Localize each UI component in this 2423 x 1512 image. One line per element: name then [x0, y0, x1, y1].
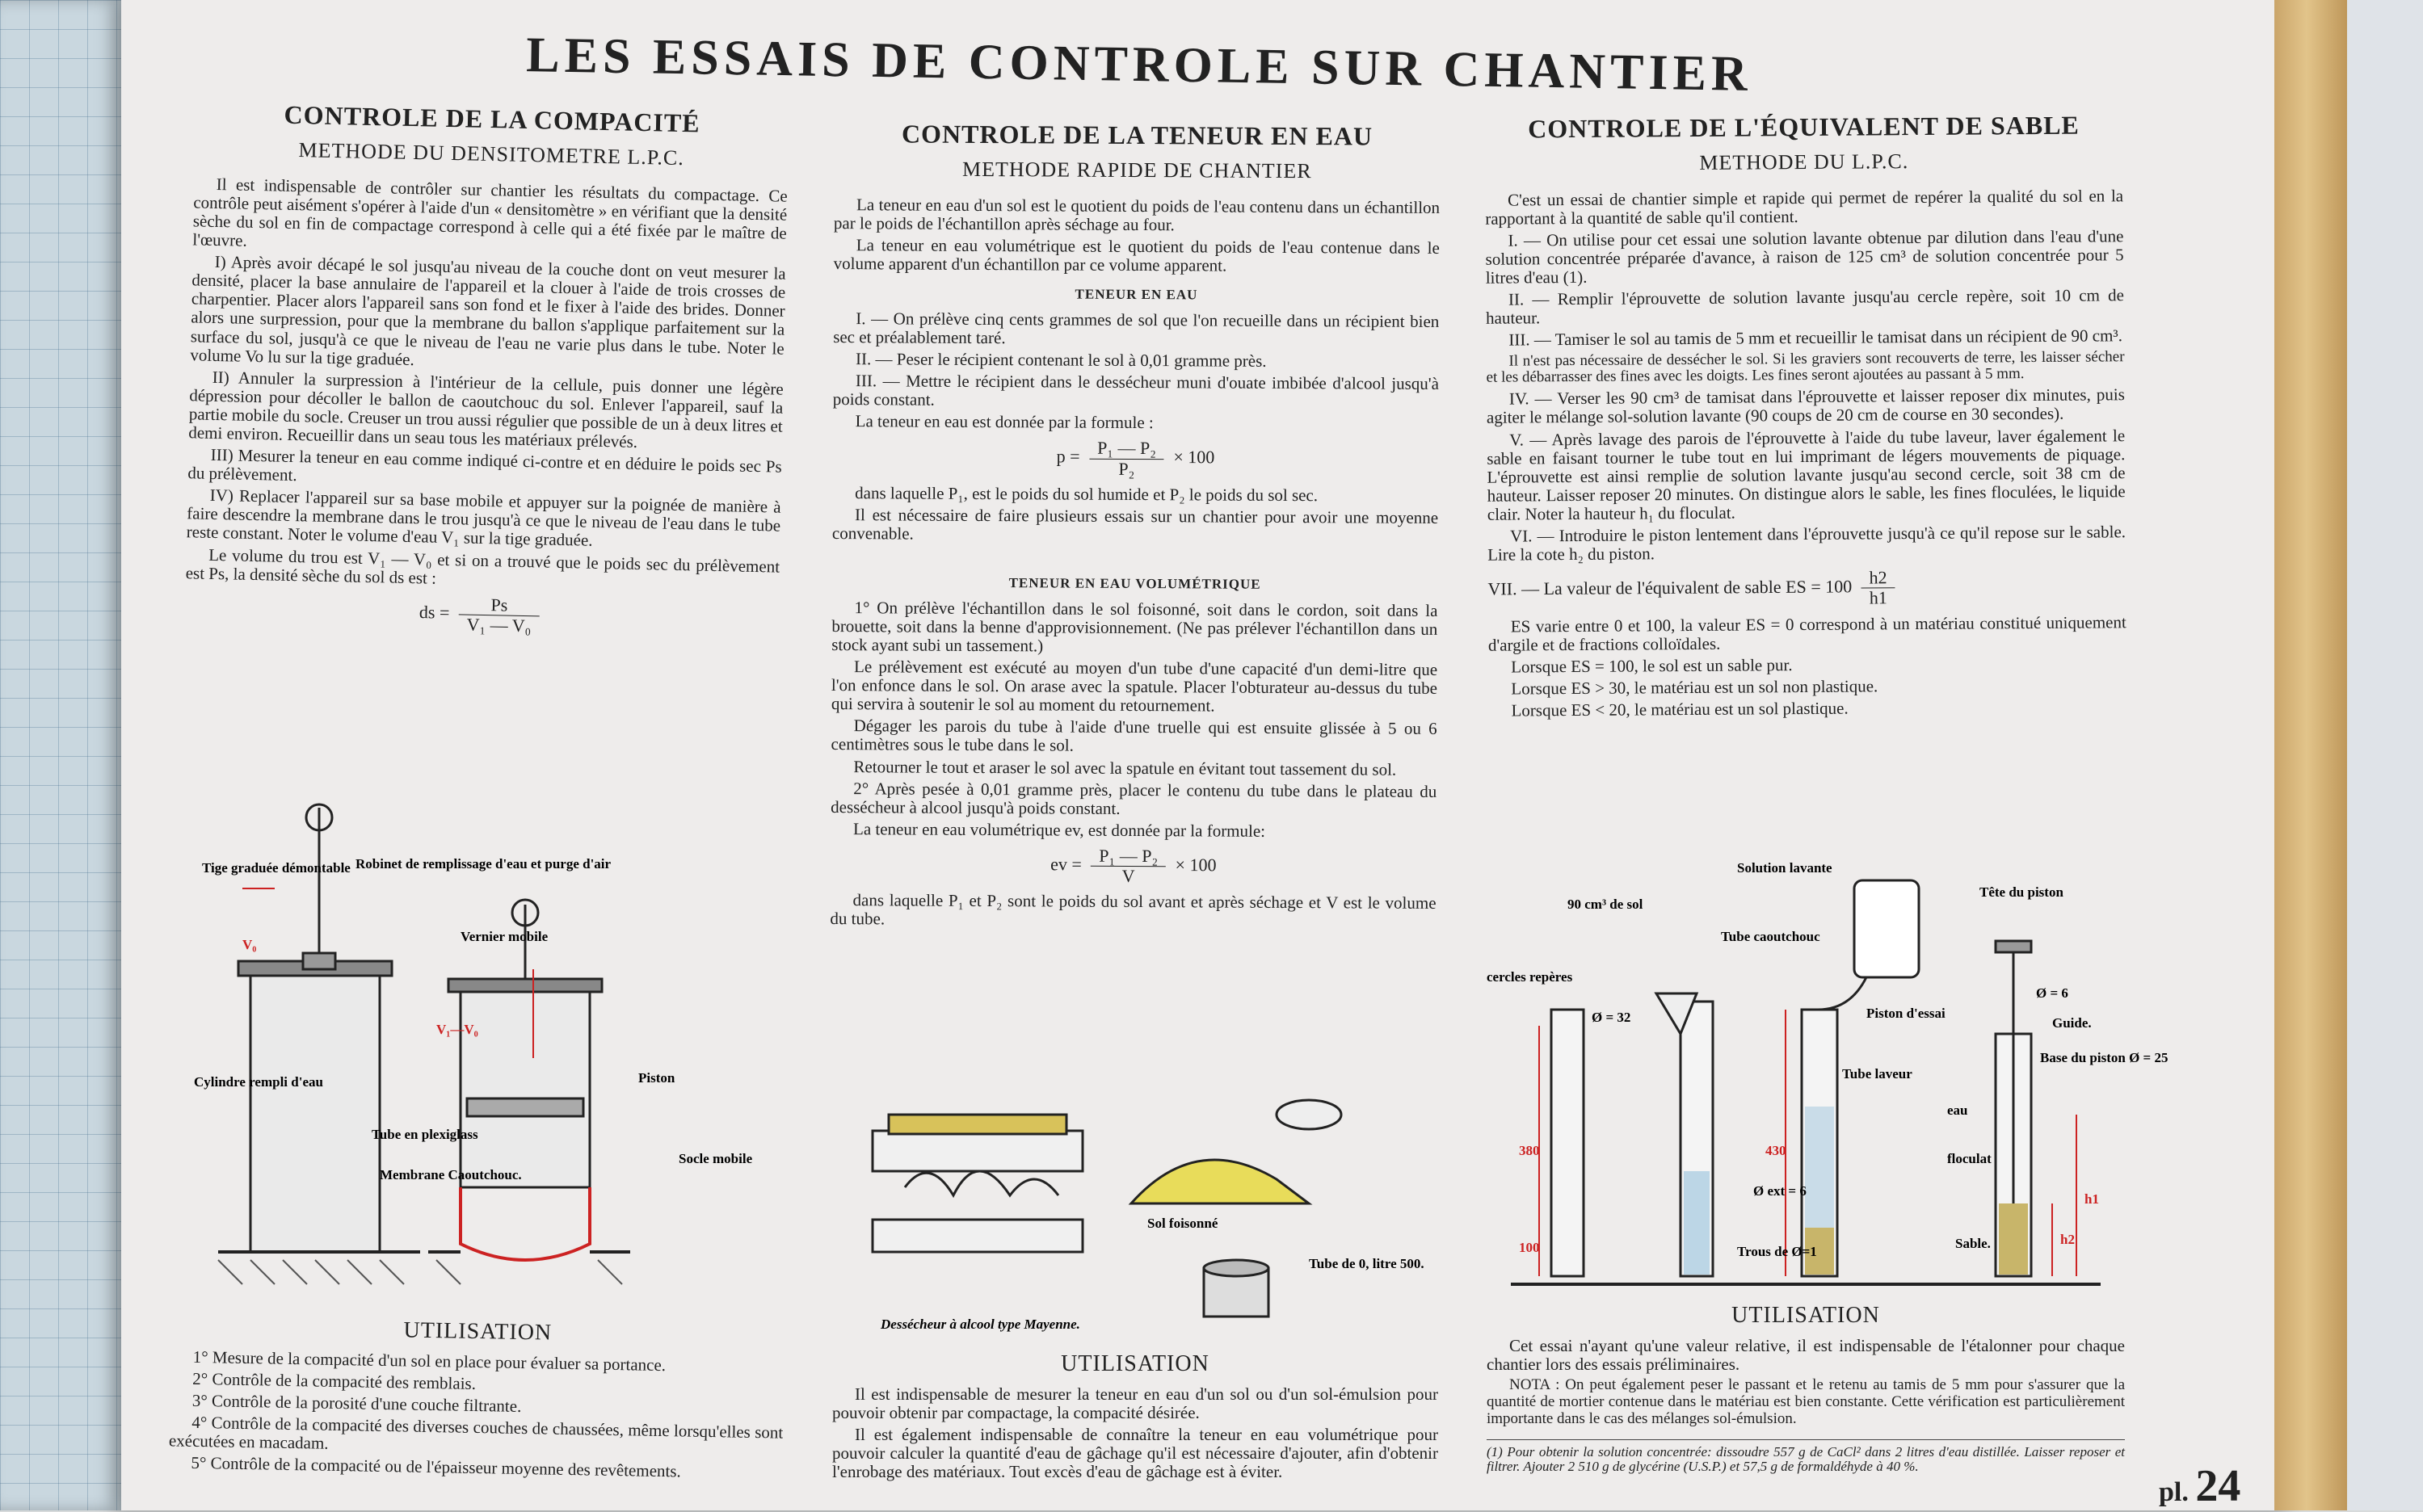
- fraction: [1861, 568, 1895, 608]
- label-vernier: Vernier mobile: [461, 929, 549, 944]
- section-heading: CONTROLE DE L'ÉQUIVALENT DE SABLE: [1528, 110, 2080, 144]
- step: III. — Mettre le récipient dans le dessécheur muni d'ouate imbibée d'alcool jusqu'à poids constant.: [832, 371, 1439, 410]
- subsection-title: TENEUR EN EAU: [1075, 286, 1198, 303]
- fraction: [1091, 846, 1166, 887]
- label-cylindre: Cylindre rempli d'eau: [194, 1074, 323, 1090]
- paragraph: dans laquelle P₁ et P₂ sont le poids du sol avant et après séchage et V est le volume du tube.: [830, 890, 1437, 929]
- label-piston: Piston: [638, 1070, 675, 1086]
- label-dext: Ø ext = 6: [1753, 1183, 1807, 1199]
- numerator: h2: [1861, 568, 1895, 588]
- label-tube: Tube laveur: [1842, 1066, 1912, 1082]
- step: Dégager les parois du tube à l'aide d'une truelle qui est ensuite glissée à 5 ou 6 centimètres sous le tube dans le sol.: [831, 716, 1437, 756]
- label-cercles: cercles repères: [1487, 969, 1573, 985]
- label-v0: V₀: [242, 937, 257, 952]
- label-430: 430: [1765, 1143, 1786, 1158]
- step: La teneur en eau est donnée par la formule :: [855, 411, 1154, 433]
- step: I. — On prélève cinq cents grammes de sol que l'on recueille dans un récipient bien sec et préalablement taré.: [833, 309, 1440, 348]
- paragraph: IV) Replacer l'appareil sur sa base mobile et appuyer sur la poignée de manière à faire descendre la membrane dans le trou jusqu'à ce que le niveau de l'eau dans le tube reste constant. Noter le volume d'eau V₁ sur la tige graduée.: [186, 485, 781, 551]
- util-title: UTILISATION: [1731, 1303, 1880, 1328]
- paragraph: Il est indispensable de contrôler sur chantier les résultats du compactage. Ce contrôle peut aisément s'opérer à l'aide d'un « densitomètre » en vérifiant que la densité sèche du sol en fin de compactage correspond à celle qui a été fixée par le maître de l'œuvre.: [192, 174, 788, 250]
- numerator: Ps: [459, 594, 540, 616]
- use-item: NOTA : On peut également peser le passant et le retenu au tamis de 5 mm pour s'assurer que la quantité de mortier contenue dans le matériau est bien constante. Cette vérification est particulièrement importante dans le cas des mélanges sol-émulsion.: [1487, 1376, 2125, 1427]
- es-formula: [1487, 566, 2126, 611]
- column-compacite: [184, 99, 789, 647]
- label-sable: Sable.: [1955, 1236, 1991, 1251]
- step: Retourner le tout et araser le sol avec la spatule en évitant tout tassement du sol.: [853, 756, 1397, 779]
- label-h2: h2: [2060, 1232, 2075, 1247]
- paragraph: dans laquelle P₁, est le poids du sol humide et P₂ le poids du sol sec.: [855, 482, 1319, 505]
- fraction: [458, 594, 540, 636]
- paragraph: Lorsque ES = 100, le sol est un sable pur.: [1511, 654, 1793, 677]
- label-membrane: Membrane Caoutchouc.: [380, 1167, 522, 1182]
- use-item: Cet essai n'ayant qu'une valeur relative, il est indispensable de l'étalonner pour chaque chantier lors des essais préliminaires.: [1487, 1335, 2125, 1374]
- util-title: UTILISATION: [1061, 1351, 1209, 1376]
- section-heading: CONTROLE DE LA TENEUR EN EAU: [901, 119, 1373, 151]
- paragraph: I) Après avoir décapé le sol jusqu'au niveau de la couche dont on veut mesurer la densité, placer la base annulaire de l'appareil et la clouer à l'aide de trois crosses de charpentier. Placer alors l'appareil sans son fond et le fixer à l'aide des brides. Donner alors une surpression, pour que la membrane du ballon s'applique parfaitement sur la surface du sol, jusqu'à ce que le niveau de l'eau ne varie plus dans le tube. Noter le volume Vo lu sur la tige graduée.: [190, 252, 786, 369]
- paragraph: Il est nécessaire de faire plusieurs essais sur un chantier pour avoir une moyenne convenable.: [831, 505, 1439, 544]
- section-heading: CONTROLE DE LA COMPACITÉ: [284, 99, 700, 138]
- paragraph: I. — On utilise pour cet essai une solution lavante obtenue par dilution dans l'eau d'une solution concentrée préparée d'avance, à raison de 125 cm³ de solution concentrée pour 5 litres d'eau (1).: [1485, 226, 2124, 288]
- label-dessecheur: Dessécheur à alcool type Mayenne.: [881, 1317, 1080, 1332]
- label-eau: eau: [1947, 1102, 1968, 1118]
- step: 2° Après pesée à 0,01 gramme près, placer le contenu du tube dans le plateau du dessécheur à alcool jusqu'à poids constant.: [831, 778, 1437, 818]
- paragraph: C'est un essai de chantier simple et rapide qui permet de repérer la qualité du sol en la rapportant à la quantité de sable qu'il contient.: [1485, 186, 2124, 229]
- use-item: 3° Contrôle de la porosité d'une couche filtrante.: [191, 1390, 522, 1416]
- label-d32: Ø = 32: [1592, 1010, 1631, 1025]
- footnote: (1) Pour obtenir la solution concentrée: dissoudre 557 g de CaCl² dans 2 litres d'eau distillée. Laisser reposer et filtrer. Ajouter 2 510 g de glycérine (U.S.P.) et 57,5 g de formaldéhyde à 40 %.: [1487, 1439, 2125, 1475]
- label-base: Base du piston Ø = 25: [2040, 1050, 2169, 1065]
- denominator: P₂: [1118, 458, 1135, 479]
- numerator: P₁ — P₂: [1089, 439, 1164, 460]
- use-item: 1° Mesure de la compacité d'un sol en place pour évaluer sa portance.: [192, 1346, 667, 1375]
- column-teneur-eau: [830, 120, 1440, 934]
- label-vol90: 90 cm³ de sol: [1567, 897, 1643, 912]
- label-tete: Tête du piston: [1979, 884, 2063, 900]
- label-380: 380: [1519, 1143, 1540, 1158]
- util-title: UTILISATION: [403, 1317, 553, 1346]
- fraction: [1089, 439, 1164, 479]
- denominator: V₁ — V₀: [466, 614, 532, 636]
- densitometre-figure: [194, 792, 776, 1292]
- formula-rhs: × 100: [1175, 854, 1217, 876]
- paragraph: Il n'est pas nécessaire de dessécher le sol. Si les graviers sont recouverts de terre, les laisser sécher et les débarrasser des fines avec les doigts. Les fines seront ajoutées au passant à 5 mm.: [1486, 347, 2125, 387]
- label-tube: Tube de 0, litre 500.: [1309, 1256, 1424, 1271]
- paragraph: III) Mesurer la teneur en eau comme indiqué ci-contre et en déduire le poids sec Ps du prélèvement.: [187, 444, 782, 485]
- book-cover-edge: [2274, 0, 2355, 1510]
- water-content-formula: [832, 437, 1438, 480]
- formula-lhs: ds =: [419, 601, 450, 623]
- label-v1v0: V₁—V₀: [436, 1022, 478, 1037]
- step: Le prélèvement est exécuté au moyen d'un tube d'une capacité d'un demi-litre que l'on enfonce dans le sol. On arase avec la spatule. Placer l'obturateur au-dessus du tube qui servira à soutenir le sol au moment du retournement.: [831, 657, 1438, 716]
- label-trous: Trous de Ø=1: [1737, 1244, 1817, 1259]
- paragraph: II. — Remplir l'éprouvette de solution lavante jusqu'au cercle repère, soit 10 cm de hauteur.: [1486, 285, 2125, 329]
- page-title: LES ESSAIS DE CONTROLE SUR CHANTIER: [525, 27, 1753, 102]
- use-item: Il est également indispensable de connaître la teneur en eau volumétrique pour pouvoir calculer la quantité d'eau de gâchage qu'il est nécessaire d'ajouter, afin d'obtenir l'enrobage des matériaux. Tout excès d'eau de gâchage est à éviter.: [832, 1424, 1438, 1482]
- column-equivalent-sable: [1484, 111, 2126, 723]
- plate-number: [2159, 1460, 2240, 1512]
- paragraph: ES varie entre 0 et 100, la valeur ES = 0 correspond à un matériau constitué uniquement d'argile et de fractions colloïdales.: [1487, 611, 2126, 655]
- label-100: 100: [1519, 1240, 1540, 1255]
- denominator: h1: [1869, 587, 1887, 608]
- label-guide: Guide.: [2052, 1015, 2092, 1031]
- formula-rhs: × 100: [1173, 447, 1215, 468]
- label-floculat: floculat: [1947, 1151, 1992, 1166]
- equivalent-sable-figure: [1487, 848, 2169, 1292]
- paragraph: La teneur en eau volumétrique est le quotient du poids de l'eau contenue dans le volume apparent d'un échantillon par ce volume apparent.: [833, 235, 1440, 275]
- paragraph: IV. — Verser les 90 cm³ de tamisat dans l'éprouvette et laisser reposer dix minutes, puis agiter le mélange sol-solution lavante (90 coups de 20 cm de course en 30 secondes).: [1486, 384, 2125, 428]
- paragraph: Lorsque ES < 20, le matériau est un sol plastique.: [1511, 698, 1849, 720]
- density-formula: [184, 589, 779, 641]
- label-caout: Tube caoutchouc: [1721, 929, 1820, 944]
- numerator: P₁ — P₂: [1091, 846, 1166, 867]
- section-subheading: METHODE DU DENSITOMETRE L.P.C.: [298, 138, 685, 170]
- subsection-title: TENEUR EN EAU VOLUMÉTRIQUE: [1008, 575, 1261, 592]
- uses-compacite: [168, 1303, 785, 1486]
- section-subheading: METHODE RAPIDE DE CHANTIER: [961, 158, 1312, 183]
- denominator: V: [1121, 865, 1135, 887]
- uses-equivalent-sable: [1487, 1292, 2125, 1475]
- paragraph: II) Annuler la surpression à l'intérieur de la cellule, puis donner une légère dépression pour décoller le ballon de caoutchouc du sol. Enlever l'appareil, sauf la partie mobile du socle. Creuser un trou aussi régulier que possible de un à deux litres et demi environ. Recueillir dans un seau tous les matériaux prélevés.: [188, 367, 784, 452]
- label-sol: Sol foisonné: [1147, 1216, 1218, 1231]
- label-solution: Solution lavante: [1737, 860, 1832, 876]
- paragraph: La teneur en eau d'un sol est le quotient du poids de l'eau contenu dans un échantillon par le poids de l'échantillon après séchage au four.: [833, 194, 1441, 235]
- label-socle: Socle mobile: [679, 1151, 753, 1166]
- label-tube: Tube en plexiglass: [372, 1127, 478, 1142]
- use-item: 5° Contrôle de la compacité ou de l'épaisseur moyenne des revêtements.: [191, 1453, 681, 1481]
- dessecheur-figure: [856, 1082, 1438, 1341]
- formula-lhs: p =: [1056, 446, 1080, 467]
- label-piston: Piston d'essai: [1866, 1006, 1946, 1021]
- use-item: Il est indispensable de mesurer la teneur en eau d'un sol ou d'un sol-émulsion pour pouvoir obtenir par compactage, la compacité désirée.: [832, 1384, 1438, 1422]
- step: La teneur en eau volumétrique ev, est donnée par la formule:: [852, 818, 1266, 841]
- plate-num: 24: [2195, 1461, 2241, 1511]
- volumetric-formula: [831, 845, 1437, 888]
- step: 1° On prélève l'échantillon dans le sol foisonné, soit dans le cordon, soit dans la brouette, soit dans la benne d'approvisionnement. (Ne pas prélever l'échantillon dans un stock ayant subi un tassement.): [831, 597, 1438, 656]
- plate-prefix: pl.: [2159, 1477, 2189, 1507]
- section-subheading: METHODE DU L.P.C.: [1699, 149, 1909, 175]
- use-item: 2° Contrôle de la compacité des remblais.: [192, 1368, 477, 1393]
- paragraph: V. — Après lavage des parois de l'éprouvette à l'aide du tube laveur, laver également le sable en faisant tourner le tube tout en lui imprimant de légers mouvements de piquage. L'éprouvette est ainsi remplie de solution lavante jusqu'au second cercle, soit 38 cm de hauteur. Laisser reposer 20 minutes. On distingue alors le sable, les fines floculées, le liquide clair. Noter la hauteur h₁ du floculat.: [1487, 425, 2126, 524]
- step: II. — Peser le récipient contenant le sol à 0,01 gramme près.: [856, 349, 1267, 371]
- paragraph: Le volume du trou est V₁ — V₀ et si on a trouvé que le poids sec du prélèvement est Ps, la densité sèche du sol ds est :: [185, 544, 780, 588]
- paragraph: Lorsque ES > 30, le matériau est un sol non plastique.: [1511, 676, 1878, 699]
- uses-teneur-eau: [832, 1341, 1438, 1485]
- label-robinet: Robinet de remplissage d'eau et purge d'air: [355, 856, 612, 872]
- label-d6: Ø = 6: [2036, 985, 2068, 1001]
- use-item: 4° Contrôle de la compacité des diverses couches de chaussées, même lorsqu'elles sont exécutées en macadam.: [168, 1412, 784, 1453]
- paragraph: VI. — Introduire le piston lentement dans l'éprouvette jusqu'à ce qu'il repose sur le sable. Lire la cote h₂ du piston.: [1487, 522, 2126, 565]
- label-tige: Tige graduée démontable: [202, 860, 351, 876]
- label-h1: h1: [2084, 1191, 2099, 1207]
- formula-lhs: ev =: [1050, 854, 1082, 875]
- formula-lhs: VII. — La valeur de l'équivalent de sable ES = 100: [1487, 576, 1853, 599]
- background: [2347, 0, 2423, 1510]
- paragraph: III. — Tamiser le sol au tamis de 5 mm et recueillir le tamisat dans un récipient de 90 cm³.: [1508, 326, 2123, 351]
